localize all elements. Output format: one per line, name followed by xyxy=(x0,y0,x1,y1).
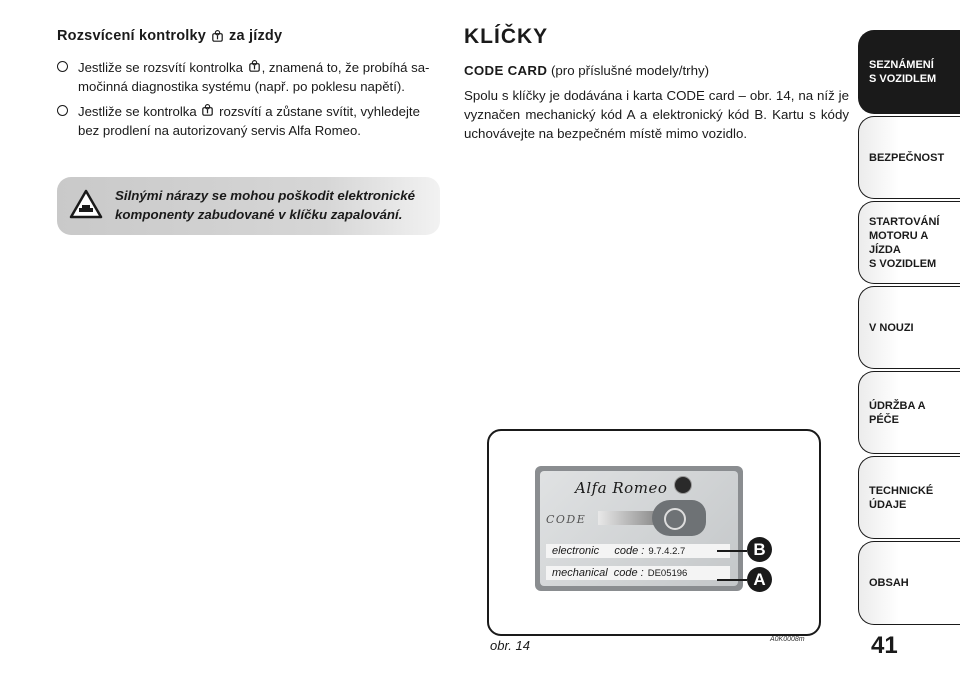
card-face xyxy=(540,471,738,586)
warning-box xyxy=(57,177,440,235)
key-blade-graphic xyxy=(598,511,658,525)
figure-frame xyxy=(487,429,821,636)
tab-technicke-udaje[interactable]: TECHNICKÉ ÚDAJE xyxy=(858,456,960,539)
tab-v-nouzi[interactable]: V NOUZI xyxy=(858,286,960,369)
left-column xyxy=(57,28,442,146)
body-paragraph: Spolu s klíčky je dodávána i karta CODE card – obr. 14, na níž je vyznačen mechanický kód A a elektronický kód B. Kartu s kódy uchovávejte na bezpečném místě mimo vozidlo. xyxy=(464,88,849,141)
middle-column xyxy=(464,25,849,143)
key-warning-light-icon xyxy=(210,29,225,44)
key-warning-light-icon xyxy=(200,103,215,118)
code-card-subheading: CODE CARD (pro příslušné modely/trhy) xyxy=(464,63,710,78)
callout-a: A xyxy=(747,567,772,592)
tab-seznameni[interactable]: SEZNÁMENÍ S VOZIDLEM xyxy=(858,30,960,114)
list-item: Jestliže se rozsvítí kontrolka , znamená to, že probíhá sa-močinná diagnostika systému (např. po poklesu napětí). xyxy=(57,58,442,96)
bullet-ring-icon xyxy=(57,105,68,116)
section-title: KLÍČKY xyxy=(464,25,549,48)
mechanical-code-row: mechanical code : DE05196 xyxy=(546,566,730,580)
heading-text-end: za jízdy xyxy=(229,28,283,44)
alfa-romeo-emblem-icon xyxy=(674,476,692,494)
warning-triangle-icon xyxy=(69,189,103,219)
code-word: CODE xyxy=(546,513,587,526)
page-number: 41 xyxy=(871,632,898,659)
tab-bezpecnost[interactable]: BEZPEČNOST xyxy=(858,116,960,199)
heading-text-start: Rozsvícení kontrolky xyxy=(57,28,207,44)
tab-startovani[interactable]: STARTOVÁNÍ MOTORU A JÍZDA S VOZIDLEM xyxy=(858,201,960,284)
list-item: Jestliže se kontrolka rozsvítí a zůstane svítit, vyhledejte bez prodlení na autorizovaný servis Alfa Romeo. xyxy=(57,102,442,140)
code-card-illustration xyxy=(535,466,743,591)
bullet-ring-icon xyxy=(57,61,68,72)
figure-caption: obr. 14 xyxy=(490,638,530,653)
leader-line-a xyxy=(717,579,747,581)
tab-udrzba[interactable]: ÚDRŽBA A PÉČE xyxy=(858,371,960,454)
tab-obsah[interactable]: OBSAH xyxy=(858,541,960,625)
leader-line-b xyxy=(717,550,747,552)
key-ring-icon xyxy=(664,508,686,530)
section-heading xyxy=(57,28,442,44)
key-warning-light-icon xyxy=(247,59,262,74)
brand-logo-text: Alfa Romeo xyxy=(575,479,668,497)
warning-text: Silnými nárazy se mohou poškodit elektronické komponenty zabudované v klíčku zapalování. xyxy=(115,188,416,222)
figure-image-code: A0K0008m xyxy=(770,636,805,643)
electronic-code-row: electronic code : 9.7.4.2.7 xyxy=(546,544,730,558)
callout-b: B xyxy=(747,537,772,562)
bullet-list xyxy=(57,58,442,140)
